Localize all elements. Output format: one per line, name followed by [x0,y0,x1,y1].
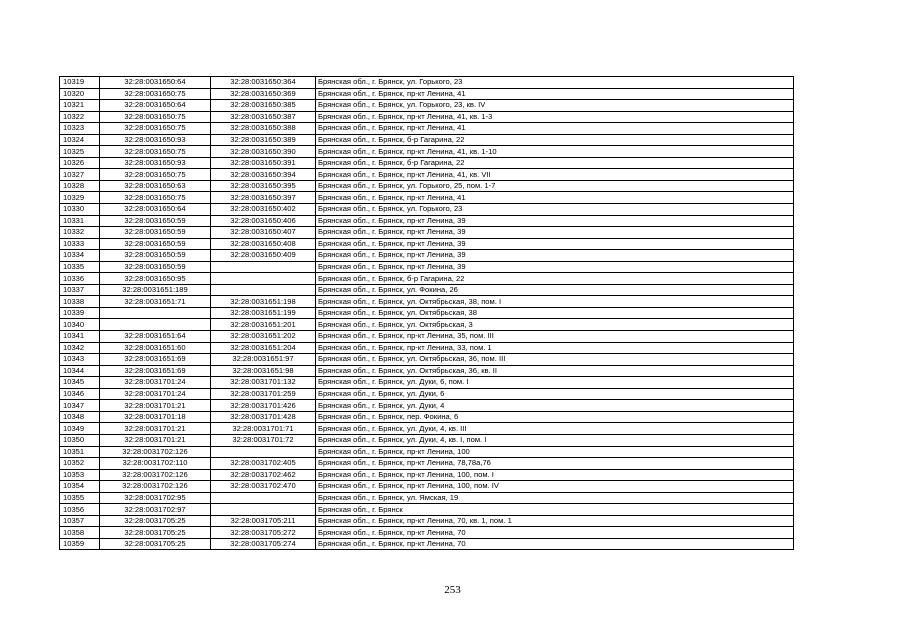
parcel-number-cell: 32:28:0031705:25 [100,527,211,539]
object-number-cell [211,446,316,458]
object-number-cell: 32:28:0031651:204 [211,342,316,354]
record-number-cell: 10320 [60,88,100,100]
object-number-cell [211,492,316,504]
parcel-number-cell [100,319,211,331]
object-number-cell: 32:28:0031701:71 [211,423,316,435]
record-number-cell: 10319 [60,77,100,89]
cadastral-register-table [59,76,794,550]
address-cell: Брянская обл., г. Брянск, пр-кт Ленина, 41, кв. VII [316,169,794,181]
object-number-cell: 32:28:0031650:391 [211,157,316,169]
table-row [60,146,794,158]
object-number-cell [211,504,316,516]
address-cell: Брянская обл., г. Брянск, пр-кт Ленина, 100 [316,446,794,458]
parcel-number-cell: 32:28:0031650:75 [100,88,211,100]
table-row [60,481,794,493]
table-row [60,261,794,273]
object-number-cell: 32:28:0031701:132 [211,377,316,389]
address-cell: Брянская обл., г. Брянск, пр-кт Ленина, 78,78а,76 [316,458,794,470]
parcel-number-cell: 32:28:0031651:71 [100,296,211,308]
object-number-cell: 32:28:0031650:389 [211,134,316,146]
record-number-cell: 10353 [60,469,100,481]
record-number-cell: 10323 [60,123,100,135]
table-row [60,273,794,285]
object-number-cell: 32:28:0031650:406 [211,215,316,227]
address-cell: Брянская обл., г. Брянск, пр-кт Ленина, 100, пом. I [316,469,794,481]
object-number-cell: 32:28:0031650:408 [211,238,316,250]
object-number-cell: 32:28:0031705:211 [211,515,316,527]
record-number-cell: 10357 [60,515,100,527]
parcel-number-cell: 32:28:0031650:59 [100,238,211,250]
address-cell: Брянская обл., г. Брянск, пр-кт Ленина, 70 [316,527,794,539]
address-cell: Брянская обл., г. Брянск, пр-кт Ленина, 35, пом. III [316,331,794,343]
address-cell: Брянская обл., г. Брянск, ул. Дуки, 4, кв. III [316,423,794,435]
record-number-cell: 10338 [60,296,100,308]
object-number-cell: 32:28:0031650:385 [211,100,316,112]
table-row [60,411,794,423]
table-row [60,123,794,135]
object-number-cell: 32:28:0031650:397 [211,192,316,204]
record-number-cell: 10349 [60,423,100,435]
record-number-cell: 10335 [60,261,100,273]
object-number-cell [211,273,316,285]
parcel-number-cell: 32:28:0031702:110 [100,458,211,470]
table-row [60,307,794,319]
object-number-cell: 32:28:0031702:462 [211,469,316,481]
table-row [60,238,794,250]
table-row [60,88,794,100]
table-row [60,227,794,239]
parcel-number-cell: 32:28:0031651:60 [100,342,211,354]
parcel-number-cell: 32:28:0031650:59 [100,250,211,262]
object-number-cell: 32:28:0031651:98 [211,365,316,377]
parcel-number-cell: 32:28:0031650:75 [100,123,211,135]
table-row [60,100,794,112]
page-number: 253 [444,584,461,596]
object-number-cell: 32:28:0031705:274 [211,538,316,550]
address-cell: Брянская обл., г. Брянск, ул. Ямская, 19 [316,492,794,504]
table-row [60,458,794,470]
table-row [60,527,794,539]
parcel-number-cell: 32:28:0031705:25 [100,538,211,550]
parcel-number-cell: 32:28:0031650:75 [100,192,211,204]
object-number-cell: 32:28:0031701:72 [211,434,316,446]
record-number-cell: 10351 [60,446,100,458]
object-number-cell: 32:28:0031650:390 [211,146,316,158]
object-number-cell: 32:28:0031651:97 [211,354,316,366]
table-row [60,342,794,354]
table-row [60,180,794,192]
address-cell: Брянская обл., г. Брянск, б-р Гагарина, 22 [316,273,794,285]
address-cell: Брянская обл., г. Брянск, ул. Горького, 23, кв. IV [316,100,794,112]
object-number-cell: 32:28:0031650:394 [211,169,316,181]
address-cell: Брянская обл., г. Брянск, пер. Фокина, 6 [316,411,794,423]
table-row [60,377,794,389]
address-cell: Брянская обл., г. Брянск, б-р Гагарина, 22 [316,157,794,169]
object-number-cell: 32:28:0031650:395 [211,180,316,192]
record-number-cell: 10327 [60,169,100,181]
table-row [60,215,794,227]
address-cell: Брянская обл., г. Брянск, пр-кт Ленина, 39 [316,215,794,227]
table-row [60,284,794,296]
table-row [60,423,794,435]
parcel-number-cell: 32:28:0031701:21 [100,400,211,412]
record-number-cell: 10329 [60,192,100,204]
parcel-number-cell: 32:28:0031701:24 [100,388,211,400]
record-number-cell: 10345 [60,377,100,389]
address-cell: Брянская обл., г. Брянск, пр-кт Ленина, 100, пом. IV [316,481,794,493]
parcel-number-cell: 32:28:0031702:126 [100,446,211,458]
object-number-cell: 32:28:0031650:369 [211,88,316,100]
parcel-number-cell: 32:28:0031651:189 [100,284,211,296]
record-number-cell: 10339 [60,307,100,319]
table-row [60,504,794,516]
table-row [60,400,794,412]
parcel-number-cell: 32:28:0031701:21 [100,423,211,435]
register-table-body [60,77,794,550]
object-number-cell: 32:28:0031650:364 [211,77,316,89]
object-number-cell [211,261,316,273]
address-cell: Брянская обл., г. Брянск, ул. Горького, 23 [316,77,794,89]
address-cell: Брянская обл., г. Брянск, ул. Октябрьская, 38 [316,307,794,319]
parcel-number-cell: 32:28:0031705:25 [100,515,211,527]
table-row [60,134,794,146]
record-number-cell: 10356 [60,504,100,516]
address-cell: Брянская обл., г. Брянск, ул. Дуки, 6 [316,388,794,400]
record-number-cell: 10342 [60,342,100,354]
address-cell: Брянская обл., г. Брянск, ул. Дуки, 4, кв. I, пом. I [316,434,794,446]
record-number-cell: 10346 [60,388,100,400]
table-row [60,192,794,204]
record-number-cell: 10337 [60,284,100,296]
address-cell: Брянская обл., г. Брянск, пр-кт Ленина, 41 [316,192,794,204]
object-number-cell: 32:28:0031705:272 [211,527,316,539]
object-number-cell: 32:28:0031651:201 [211,319,316,331]
parcel-number-cell: 32:28:0031701:24 [100,377,211,389]
parcel-number-cell: 32:28:0031650:75 [100,111,211,123]
address-cell: Брянская обл., г. Брянск, ул. Октябрьская, 36, кв. II [316,365,794,377]
record-number-cell: 10326 [60,157,100,169]
parcel-number-cell: 32:28:0031650:64 [100,100,211,112]
parcel-number-cell: 32:28:0031651:69 [100,354,211,366]
address-cell: Брянская обл., г. Брянск, пр-кт Ленина, 70, кв. 1, пом. 1 [316,515,794,527]
object-number-cell: 32:28:0031650:387 [211,111,316,123]
address-cell: Брянская обл., г. Брянск, пр-кт Ленина, 39 [316,238,794,250]
object-number-cell: 32:28:0031701:259 [211,388,316,400]
address-cell: Брянская обл., г. Брянск [316,504,794,516]
table-row [60,250,794,262]
parcel-number-cell: 32:28:0031650:59 [100,227,211,239]
address-cell: Брянская обл., г. Брянск, пр-кт Ленина, 39 [316,261,794,273]
record-number-cell: 10340 [60,319,100,331]
parcel-number-cell: 32:28:0031650:64 [100,204,211,216]
object-number-cell: 32:28:0031650:409 [211,250,316,262]
address-cell: Брянская обл., г. Брянск, ул. Горького, 25, пом. 1-7 [316,180,794,192]
object-number-cell: 32:28:0031650:388 [211,123,316,135]
parcel-number-cell: 32:28:0031702:126 [100,469,211,481]
object-number-cell: 32:28:0031701:428 [211,411,316,423]
record-number-cell: 10333 [60,238,100,250]
record-number-cell: 10334 [60,250,100,262]
record-number-cell: 10328 [60,180,100,192]
record-number-cell: 10343 [60,354,100,366]
address-cell: Брянская обл., г. Брянск, пр-кт Ленина, 33, пом. 1 [316,342,794,354]
table-row [60,111,794,123]
address-cell: Брянская обл., г. Брянск, ул. Фокина, 26 [316,284,794,296]
record-number-cell: 10336 [60,273,100,285]
record-number-cell: 10330 [60,204,100,216]
table-row [60,169,794,181]
record-number-cell: 10358 [60,527,100,539]
address-cell: Брянская обл., г. Брянск, пр-кт Ленина, 41 [316,123,794,135]
parcel-number-cell: 32:28:0031650:95 [100,273,211,285]
table-row [60,538,794,550]
parcel-number-cell: 32:28:0031651:64 [100,331,211,343]
address-cell: Брянская обл., г. Брянск, ул. Горького, 23 [316,204,794,216]
record-number-cell: 10352 [60,458,100,470]
table-row [60,296,794,308]
address-cell: Брянская обл., г. Брянск, ул. Дуки, 6, пом. I [316,377,794,389]
record-number-cell: 10331 [60,215,100,227]
record-number-cell: 10325 [60,146,100,158]
address-cell: Брянская обл., г. Брянск, пр-кт Ленина, 70 [316,538,794,550]
object-number-cell: 32:28:0031702:405 [211,458,316,470]
object-number-cell: 32:28:0031651:202 [211,331,316,343]
object-number-cell: 32:28:0031651:198 [211,296,316,308]
table-row [60,365,794,377]
object-number-cell: 32:28:0031701:426 [211,400,316,412]
record-number-cell: 10350 [60,434,100,446]
address-cell: Брянская обл., г. Брянск, пр-кт Ленина, 39 [316,250,794,262]
parcel-number-cell: 32:28:0031650:63 [100,180,211,192]
parcel-number-cell: 32:28:0031701:21 [100,434,211,446]
parcel-number-cell: 32:28:0031702:126 [100,481,211,493]
parcel-number-cell: 32:28:0031650:93 [100,134,211,146]
record-number-cell: 10332 [60,227,100,239]
object-number-cell: 32:28:0031702:470 [211,481,316,493]
address-cell: Брянская обл., г. Брянск, пр-кт Ленина, 41 [316,88,794,100]
parcel-number-cell: 32:28:0031650:64 [100,77,211,89]
parcel-number-cell: 32:28:0031650:59 [100,261,211,273]
record-number-cell: 10321 [60,100,100,112]
table-row [60,434,794,446]
record-number-cell: 10324 [60,134,100,146]
table-row [60,469,794,481]
record-number-cell: 10348 [60,411,100,423]
parcel-number-cell: 32:28:0031650:75 [100,169,211,181]
address-cell: Брянская обл., г. Брянск, ул. Октябрьская, 36, пом. III [316,354,794,366]
record-number-cell: 10359 [60,538,100,550]
table-row [60,77,794,89]
address-cell: Брянская обл., г. Брянск, ул. Октябрьская, 3 [316,319,794,331]
address-cell: Брянская обл., г. Брянск, пр-кт Ленина, 41, кв. 1-10 [316,146,794,158]
parcel-number-cell [100,307,211,319]
record-number-cell: 10354 [60,481,100,493]
table-row [60,515,794,527]
object-number-cell [211,284,316,296]
parcel-number-cell: 32:28:0031702:95 [100,492,211,504]
record-number-cell: 10355 [60,492,100,504]
parcel-number-cell: 32:28:0031650:93 [100,157,211,169]
address-cell: Брянская обл., г. Брянск, ул. Октябрьская, 38, пом. I [316,296,794,308]
parcel-number-cell: 32:28:0031702:97 [100,504,211,516]
table-row [60,446,794,458]
record-number-cell: 10322 [60,111,100,123]
record-number-cell: 10347 [60,400,100,412]
object-number-cell: 32:28:0031650:407 [211,227,316,239]
record-number-cell: 10344 [60,365,100,377]
address-cell: Брянская обл., г. Брянск, пр-кт Ленина, 39 [316,227,794,239]
parcel-number-cell: 32:28:0031651:69 [100,365,211,377]
table-row [60,204,794,216]
address-cell: Брянская обл., г. Брянск, ул. Дуки, 4 [316,400,794,412]
record-number-cell: 10341 [60,331,100,343]
table-row [60,157,794,169]
table-row [60,331,794,343]
address-cell: Брянская обл., г. Брянск, б-р Гагарина, 22 [316,134,794,146]
object-number-cell: 32:28:0031651:199 [211,307,316,319]
address-cell: Брянская обл., г. Брянск, пр-кт Ленина, 41, кв. 1-3 [316,111,794,123]
object-number-cell: 32:28:0031650:402 [211,204,316,216]
table-row [60,388,794,400]
table-row [60,354,794,366]
parcel-number-cell: 32:28:0031701:18 [100,411,211,423]
parcel-number-cell: 32:28:0031650:59 [100,215,211,227]
table-row [60,319,794,331]
parcel-number-cell: 32:28:0031650:75 [100,146,211,158]
table-row [60,492,794,504]
